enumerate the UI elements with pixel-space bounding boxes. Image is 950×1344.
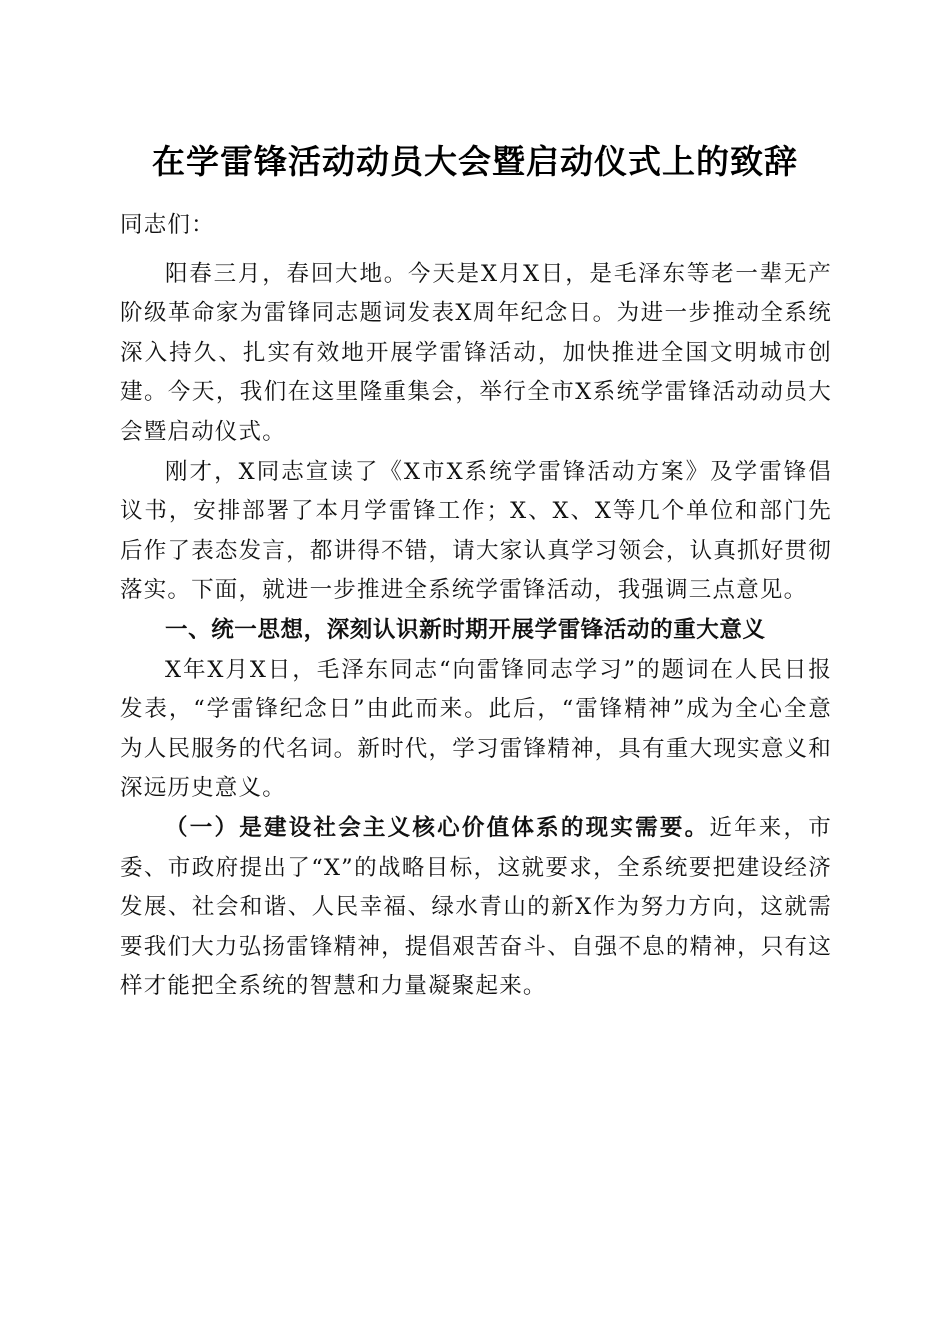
- document-title: 在学雷锋活动动员大会暨启动仪式上的致辞: [152, 142, 798, 181]
- section-paragraph: X年X月X日，毛泽东同志“向雷锋同志学习”的题词在人民日报发表，“学雷锋纪念日”由此而来。此后，“雷锋精神”成为全心全意为人民服务的代名词。新时代，学习雷锋精神，具有重大现实意义和深远历史意义。: [120, 656, 832, 802]
- arrangement-paragraph: 刚才，X同志宣读了《X市X系统学雷锋活动方案》及学雷锋倡议书，安排部署了本月学雷锋工作；X、X、X等几个单位和部门先后作了表态发言，都讲得不错，请大家认真学习领会，认真抓好贯彻落实。下面，就进一步推进全系统学雷锋活动，我强调三点意见。: [120, 458, 832, 604]
- subpoint-lead: （一）是建设社会主义核心价值体系的现实需要。: [165, 814, 710, 841]
- subpoint-text: 近年来，市委、市政府提出了“X”的战略目标，这就要求，全系统要把建设经济发展、社会和谐、人民幸福、绿水青山的新X作为努力方向，这就需要我们大力弘扬雷锋精神，提倡艰苦奋斗、自强不息的精神，只有这样才能把全系统的智慧和力量凝聚起来。: [120, 814, 832, 1000]
- opening-paragraph: 阳春三月，春回大地。今天是X月X日，是毛泽东等老一辈无产阶级革命家为雷锋同志题词发表X周年纪念日。为进一步推动全系统深入持久、扎实有效地开展学雷锋活动，加快推进全国文明城市创建。今天，我们在这里隆重集会，举行全市X系统学雷锋活动动员大会暨启动仪式。: [120, 260, 832, 445]
- subpoint-paragraph: [120, 809, 832, 1007]
- document-body: [120, 206, 832, 1007]
- salutation: 同志们：: [120, 212, 215, 238]
- section-heading: 一、统一思想，深刻认识新时期开展学雷锋活动的重大意义: [165, 616, 766, 643]
